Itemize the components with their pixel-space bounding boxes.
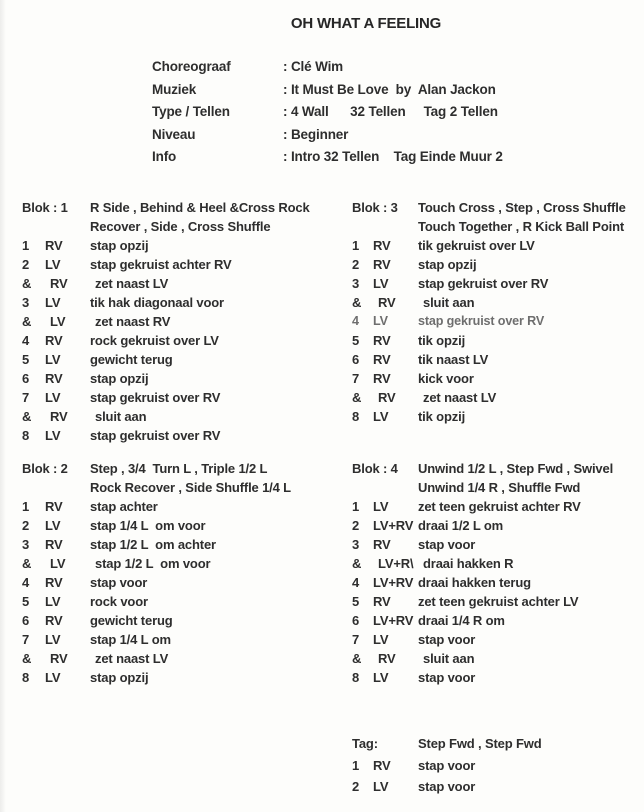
step-row	[352, 554, 644, 573]
step-foot: RV	[373, 537, 391, 552]
step-foot: LV	[373, 779, 389, 794]
step-row	[22, 516, 338, 535]
step-row	[22, 369, 338, 388]
step-foot: RV	[378, 295, 396, 310]
step-row	[22, 293, 338, 312]
step-desc: zet teen gekruist achter LV	[418, 594, 579, 609]
step-desc: stap voor	[90, 575, 148, 590]
step-row	[352, 776, 644, 798]
step-count: 4	[22, 333, 30, 348]
step-foot: LV+R\	[378, 556, 414, 571]
step-count: 1	[352, 499, 360, 514]
step-row	[22, 611, 338, 630]
step-desc: sluit aan	[423, 651, 475, 666]
block-header-row	[352, 733, 644, 755]
step-desc: stap 1/4 L om	[90, 632, 171, 647]
step-desc: zet teen gekruist achter RV	[418, 499, 581, 514]
step-foot: LV	[45, 670, 61, 685]
step-desc: kick voor	[418, 371, 474, 386]
step-desc: rock gekruist over LV	[90, 333, 219, 348]
step-desc: stap voor	[418, 670, 476, 685]
block-label: Tag:	[352, 736, 378, 751]
meta-row	[152, 101, 503, 124]
step-row	[22, 554, 338, 573]
meta-row	[152, 146, 503, 169]
step-foot: LV	[45, 518, 61, 533]
step-count: 8	[22, 428, 30, 443]
step-count: 3	[352, 276, 360, 291]
meta-label: Type / Tellen	[152, 104, 230, 120]
step-foot: RV	[378, 651, 396, 666]
step-desc: stap 1/2 L om achter	[90, 537, 216, 552]
step-row	[22, 255, 338, 274]
step-foot: LV	[373, 314, 388, 328]
step-foot: RV	[373, 257, 391, 272]
step-row	[22, 350, 338, 369]
step-foot: RV	[45, 575, 63, 590]
step-count: 1	[352, 238, 360, 253]
step-desc: zet naast RV	[95, 314, 171, 329]
step-foot: RV	[373, 757, 391, 773]
block-desc-line: Touch Cross , Step , Cross Shuffle	[418, 200, 626, 215]
block-label: Blok : 4	[352, 461, 398, 476]
step-row	[22, 668, 338, 687]
step-row	[22, 535, 338, 554]
step-row	[22, 388, 338, 407]
step-count: 7	[352, 632, 360, 647]
scan-edge-artifact	[0, 0, 6, 812]
step-desc: stap gekruist over RV	[418, 276, 549, 291]
meta-row	[152, 56, 503, 79]
step-row	[352, 293, 644, 312]
meta-label: Choreograaf	[152, 59, 231, 74]
step-foot: RV	[50, 276, 68, 291]
step-row	[352, 668, 644, 687]
meta-value: : Clé Wim	[283, 59, 344, 74]
step-desc: tik opzij	[418, 409, 466, 424]
block-header-row	[22, 198, 338, 217]
block-desc-line: Step Fwd , Step Fwd	[418, 736, 542, 751]
step-desc: draai 1/2 L om	[418, 518, 504, 533]
step-count: 4	[352, 575, 360, 590]
step-row	[22, 592, 338, 611]
block-desc-line: R Side , Behind & Heel &Cross Rock	[90, 200, 310, 215]
step-row	[352, 255, 644, 274]
page-title: OH WHAT A FEELING	[290, 15, 442, 32]
step-row	[352, 407, 644, 426]
step-count: 3	[352, 537, 360, 552]
block-desc-line: Touch Together , R Kick Ball Point	[418, 219, 625, 234]
step-foot: RV	[378, 390, 396, 405]
step-desc: draai 1/4 R om	[418, 613, 505, 628]
step-desc: stap voor	[418, 632, 476, 647]
step-count: &	[352, 556, 362, 571]
step-desc: tik opzij	[418, 333, 466, 348]
step-row	[22, 331, 338, 350]
step-foot: LV+RV	[373, 518, 414, 533]
step-count: &	[22, 314, 32, 329]
step-count: 3	[22, 295, 30, 310]
step-foot: RV	[45, 499, 63, 514]
step-row	[352, 388, 644, 407]
meta-row	[152, 124, 503, 147]
step-count: 4	[22, 575, 30, 590]
meta-value: : It Must Be Love by Alan Jackon	[283, 81, 496, 97]
step-foot: RV	[45, 238, 63, 253]
step-count: &	[22, 409, 32, 424]
step-foot: RV	[50, 651, 68, 666]
block-header-row	[352, 478, 644, 497]
meta-label: Niveau	[152, 126, 196, 142]
step-foot: RV	[45, 537, 63, 552]
block-desc-line: Recover , Side , Cross Shuffle	[90, 219, 271, 234]
step-desc: rock voor	[90, 594, 148, 609]
step-row	[352, 312, 644, 331]
step-desc: stap voor	[418, 757, 476, 773]
step-count: 1	[22, 238, 30, 253]
step-foot: LV	[373, 632, 389, 647]
meta-section	[152, 56, 503, 169]
step-count: 6	[22, 371, 30, 386]
step-desc: gewicht terug	[90, 352, 173, 367]
step-desc: stap opzij	[90, 238, 149, 253]
step-count: 8	[352, 409, 360, 424]
step-desc: tik hak diagonaal voor	[90, 295, 224, 310]
step-desc: draai hakken terug	[418, 575, 531, 590]
step-foot: LV	[45, 428, 61, 443]
block-desc-line: Unwind 1/4 R , Shuffle Fwd	[418, 480, 581, 495]
step-desc: stap voor	[418, 779, 476, 794]
step-count: 7	[22, 632, 30, 647]
block-label: Blok : 1	[22, 200, 68, 215]
step-desc: stap gekruist over RV	[90, 428, 221, 443]
step-count: 4	[352, 314, 359, 328]
step-row	[22, 274, 338, 293]
block-header-row	[22, 478, 338, 497]
step-foot: RV	[45, 333, 63, 348]
step-desc: tik naast LV	[418, 352, 489, 367]
step-desc: gewicht terug	[90, 613, 173, 628]
section-blok-1	[22, 198, 338, 445]
step-foot: RV	[45, 371, 63, 386]
step-row	[352, 331, 644, 350]
step-foot: RV	[373, 371, 391, 386]
step-foot: LV	[45, 632, 61, 647]
step-desc: stap voor	[418, 537, 476, 552]
step-count: 6	[352, 352, 360, 367]
step-count: &	[22, 651, 32, 666]
meta-row	[152, 79, 503, 102]
step-count: 7	[22, 390, 30, 405]
step-foot: LV	[50, 314, 66, 329]
step-desc: stap 1/4 L om voor	[90, 518, 206, 533]
step-desc: stap 1/2 L om voor	[95, 556, 211, 571]
step-desc: tik gekruist over LV	[418, 238, 535, 253]
step-count: 6	[22, 613, 30, 628]
block-label: Blok : 3	[352, 200, 398, 215]
step-foot: LV	[373, 276, 389, 291]
step-desc: sluit aan	[423, 295, 475, 310]
step-foot: RV	[50, 409, 68, 424]
step-foot: RV	[373, 594, 391, 609]
step-desc: stap gekruist over RV	[90, 390, 221, 405]
step-row	[352, 630, 644, 649]
step-foot: LV	[50, 556, 66, 571]
step-foot: LV	[373, 409, 389, 424]
meta-value: : Intro 32 Tellen Tag Einde Muur 2	[283, 149, 503, 165]
step-row	[352, 573, 644, 592]
step-count: 2	[352, 779, 360, 794]
step-foot: LV	[45, 594, 61, 609]
step-row	[352, 535, 644, 554]
step-foot: LV	[373, 499, 389, 514]
step-desc: stap opzij	[418, 257, 477, 272]
step-row	[352, 350, 644, 369]
step-row	[352, 516, 644, 535]
block-header-row	[352, 459, 644, 478]
section-tag	[352, 733, 644, 798]
step-row	[352, 592, 644, 611]
step-desc: stap gekruist over RV	[418, 314, 545, 328]
step-row	[22, 426, 338, 445]
step-foot: LV+RV	[373, 575, 414, 590]
section-blok-4	[352, 459, 644, 687]
step-count: &	[22, 276, 32, 291]
step-row	[22, 573, 338, 592]
step-foot: RV	[45, 613, 63, 628]
step-count: 2	[22, 518, 30, 533]
step-desc: stap gekruist achter RV	[90, 257, 232, 272]
step-count: 5	[22, 352, 30, 367]
step-count: 8	[22, 670, 30, 685]
step-count: &	[22, 556, 32, 571]
step-count: 1	[352, 757, 360, 773]
step-row	[352, 649, 644, 668]
section-blok-2	[22, 459, 338, 687]
step-row	[352, 236, 644, 255]
block-header-row	[22, 459, 338, 478]
meta-value: : Beginner	[283, 126, 349, 142]
step-count: 3	[22, 537, 30, 552]
step-desc: zet naast LV	[423, 390, 497, 405]
block-header-row	[22, 217, 338, 236]
step-count: 5	[22, 594, 30, 609]
meta-value: : 4 Wall 32 Tellen Tag 2 Tellen	[283, 104, 498, 120]
block-desc-line: Unwind 1/2 L , Step Fwd , Swivel	[418, 461, 614, 476]
step-foot: LV	[45, 295, 61, 310]
step-foot: LV	[45, 257, 61, 272]
step-desc: stap opzij	[90, 670, 149, 685]
step-row	[22, 497, 338, 516]
meta-label: Info	[152, 149, 177, 165]
step-desc: stap achter	[90, 499, 158, 514]
step-count: 5	[352, 333, 360, 348]
step-foot: LV+RV	[373, 613, 414, 628]
step-count: &	[352, 651, 362, 666]
block-header-row	[352, 198, 644, 217]
step-count: &	[352, 295, 362, 310]
step-row	[22, 649, 338, 668]
step-desc: zet naast LV	[95, 651, 169, 666]
step-count: 6	[352, 613, 360, 628]
step-foot: RV	[373, 333, 391, 348]
step-foot: RV	[373, 238, 391, 253]
step-count: 2	[352, 518, 360, 533]
step-foot: LV	[45, 390, 61, 405]
step-desc: stap opzij	[90, 371, 149, 386]
step-count: 2	[352, 257, 360, 272]
step-row	[352, 611, 644, 630]
step-row	[352, 369, 644, 388]
step-row	[22, 312, 338, 331]
step-count: 8	[352, 670, 360, 685]
section-blok-3	[352, 198, 644, 426]
step-count: 1	[22, 499, 30, 514]
step-count: &	[352, 390, 362, 405]
block-desc-line: Rock Recover , Side Shuffle 1/4 L	[90, 480, 291, 495]
step-desc: sluit aan	[95, 409, 147, 424]
block-header-row	[352, 217, 644, 236]
step-row	[22, 236, 338, 255]
step-foot: LV	[373, 670, 389, 685]
step-desc: zet naast LV	[95, 276, 169, 291]
step-row	[22, 630, 338, 649]
block-desc-line: Step , 3/4 Turn L , Triple 1/2 L	[90, 461, 268, 476]
step-foot: RV	[373, 352, 391, 367]
step-count: 2	[22, 257, 30, 272]
step-row	[352, 497, 644, 516]
step-row	[22, 407, 338, 426]
block-label: Blok : 2	[22, 461, 68, 476]
step-row	[352, 755, 644, 777]
step-desc: draai hakken R	[423, 556, 514, 571]
meta-label: Muziek	[152, 81, 197, 97]
step-count: 7	[352, 371, 360, 386]
step-count: 5	[352, 594, 360, 609]
step-row	[352, 274, 644, 293]
step-foot: LV	[45, 352, 61, 367]
